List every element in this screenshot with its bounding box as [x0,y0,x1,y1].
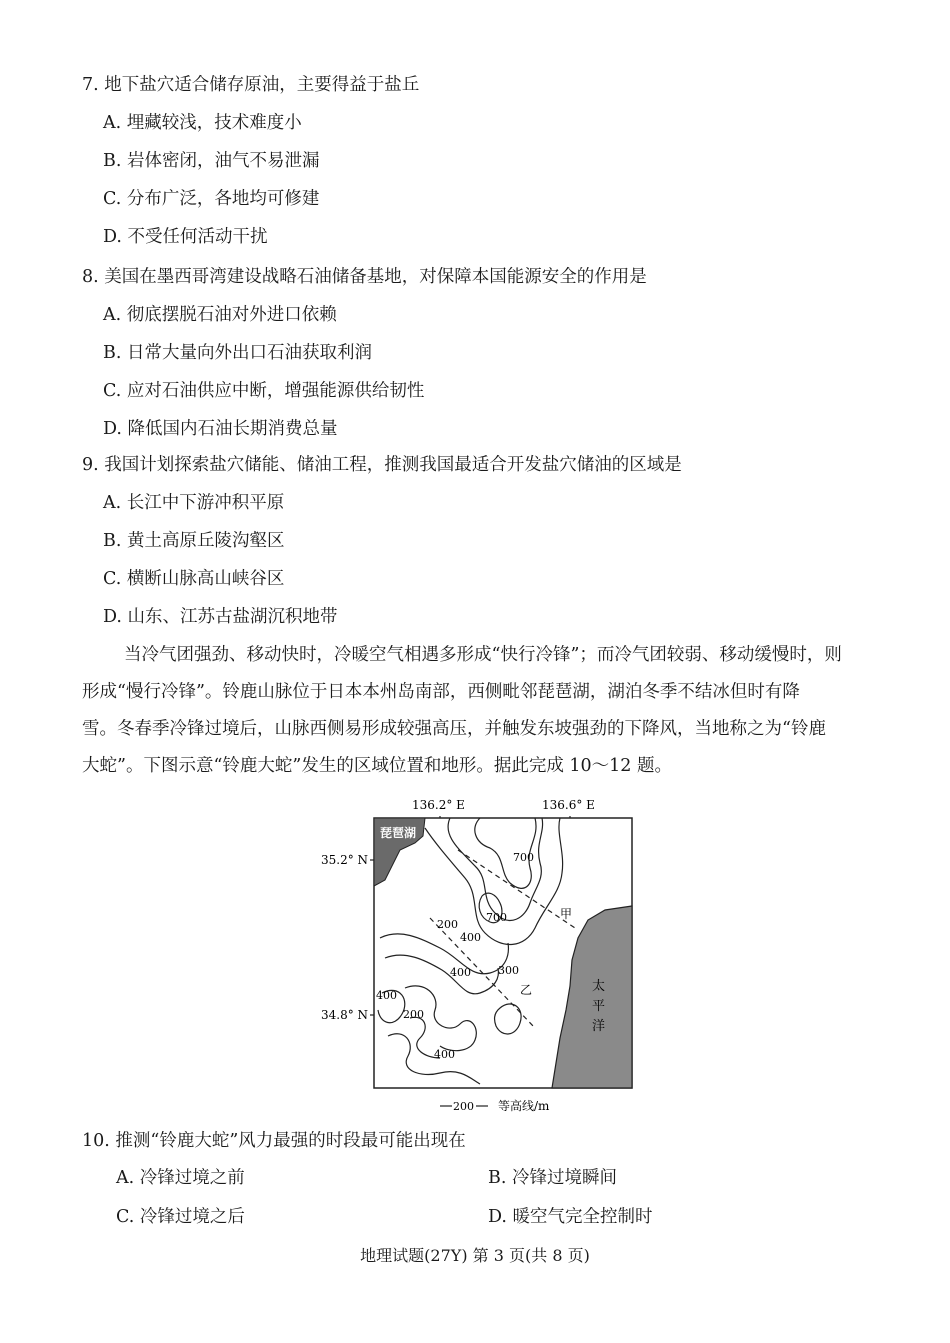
contour-label: 300 [498,964,519,977]
q8-stem: 8. 美国在墨西哥湾建设战略石油储备基地，对保障本国能源安全的作用是 [82,267,647,287]
lon-label-136-6: 136.6° E [542,798,595,812]
lake-label: 琵琶湖 [380,826,417,840]
q9-option-c: C. 横断山脉高山峡谷区 [103,569,285,589]
q7-option-c: C. 分布广泛，各地均可修建 [103,189,320,209]
ocean-label-3: 洋 [592,1019,606,1034]
q9-option-d: D. 山东、江苏古盐湖沉积地带 [103,607,338,627]
lat-label-35-2: 35.2° N [321,853,369,867]
contour-label: 200 [403,1008,424,1021]
lon-label-136-2: 136.2° E [412,798,465,812]
legend-value: 200 [453,1100,474,1113]
q8-option-d: D. 降低国内石油长期消费总量 [103,419,338,439]
q7-stem: 7. 地下盐穴适合储存原油，主要得益于盐丘 [82,75,420,95]
contour-label: 400 [434,1048,455,1061]
q10-option-a: A. 冷锋过境之前 [116,1168,245,1188]
profile-label-yi: 乙 [520,983,533,997]
passage-line-4: 大蛇”。下图示意“铃鹿大蛇”发生的区域位置和地形。据此完成 10～12 题。 [82,756,672,776]
page-footer: 地理试题(27Y) 第 3 页(共 8 页) [360,1246,590,1265]
contour-label: 700 [486,911,507,924]
ocean-label-1: 太 [592,979,606,994]
terrain-map [321,788,650,1148]
passage-line-2: 形成“慢行冷锋”。铃鹿山脉位于日本本州岛南部，西侧毗邻琵琶湖，湖泊冬季不结冰但时有降 [82,682,800,702]
q10-stem: 10. 推测“铃鹿大蛇”风力最强的时段最可能出现在 [82,1131,466,1151]
q9-option-b: B. 黄土高原丘陵沟壑区 [103,531,285,551]
q10-option-c: C. 冷锋过境之后 [116,1207,245,1227]
terrain-map-figure [321,788,650,1148]
q7-option-a: A. 埋藏较浅，技术难度小 [103,113,302,133]
contour-label: 200 [437,918,458,931]
q8-option-a: A. 彻底摆脱石油对外进口依赖 [103,305,337,325]
q7-option-d: D. 不受任何活动干扰 [103,227,268,247]
ocean-label-2: 平 [592,999,606,1014]
contour-label: 400 [376,989,397,1002]
passage-line-3: 雪。冬春季冷锋过境后，山脉西侧易形成较强高压，并触发东坡强劲的下降风，当地称之为“铃鹿 [82,719,826,739]
q8-option-b: B. 日常大量向外出口石油获取利润 [103,343,372,363]
passage-line-1: 当冷气团强劲、移动快时，冷暖空气相遇多形成“快行冷锋”；而冷气团较弱、移动缓慢时，则 [124,645,842,665]
q9-stem: 9. 我国计划探索盐穴储能、储油工程，推测我国最适合开发盐穴储油的区域是 [82,455,682,475]
q8-option-c: C. 应对石油供应中断，增强能源供给韧性 [103,381,425,401]
q7-option-b: B. 岩体密闭，油气不易泄漏 [103,151,320,171]
q10-option-b: B. 冷锋过境瞬间 [488,1168,617,1188]
profile-label-jia: 甲 [560,907,573,921]
q9-option-a: A. 长江中下游冲积平原 [103,493,285,513]
contour-label: 700 [513,851,534,864]
contour-label: 400 [460,931,481,944]
contour-label: 400 [450,966,471,979]
q10-option-d: D. 暖空气完全控制时 [488,1207,653,1227]
legend-text: 等高线/m [498,1099,550,1113]
lat-label-34-8: 34.8° N [321,1008,369,1022]
